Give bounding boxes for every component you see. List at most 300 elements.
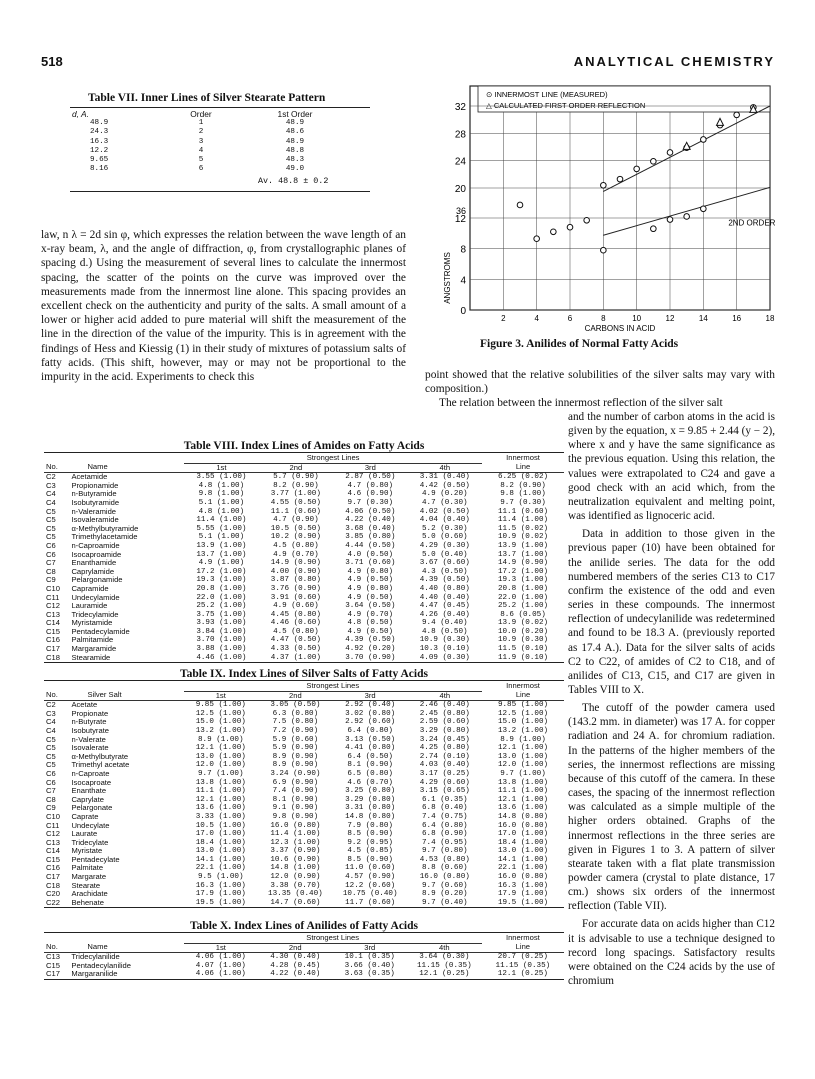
table-cell: 48.6 [285, 128, 305, 137]
table-cell: n-Valerate [71, 734, 106, 744]
table-cell: 8.2 (0.90) [500, 481, 546, 490]
table-cell: 10.0 (0.20) [497, 627, 549, 636]
table-cell: 3.93 (1.00) [196, 619, 247, 628]
table-cell: Propionate [71, 708, 109, 718]
table-cell: Palmitate [71, 863, 104, 873]
table-cell: 4.53 (0.80) [419, 855, 470, 864]
table-cell: C4 [46, 497, 56, 507]
table-row [44, 559, 564, 568]
column-header: Name [69, 943, 183, 953]
table-cell: 4.09 (0.30) [419, 653, 470, 662]
table-cell: n-Caproamide [71, 540, 120, 550]
table-cell: Caprylate [71, 794, 104, 804]
table-cell: 10.5 (0.50) [270, 524, 321, 533]
table-cell: 11.0 (0.60) [345, 864, 396, 873]
table-cell: Pentadecylate [71, 854, 120, 864]
table-cell: Arachidate [71, 889, 108, 899]
column-header: 4th [407, 943, 482, 953]
table-cell: 4.29 (0.60) [419, 778, 470, 787]
table-cell: 6.8 (0.90) [422, 830, 468, 839]
table-cell: C13 [46, 952, 60, 962]
legend-item: △ CALCULATED FIRST ORDER REFLECTION [486, 101, 646, 110]
table-row [44, 645, 564, 654]
table-cell: 3.70 (0.90) [345, 653, 396, 662]
table-cell: 11.5 (0.02) [497, 524, 549, 533]
data-point [717, 118, 724, 125]
table-cell: 4.7 (0.90) [273, 516, 319, 525]
tick-label: 16 [732, 314, 742, 323]
table-cell: C5 [46, 751, 56, 761]
tick-label: 8 [601, 314, 606, 323]
table-row [44, 864, 564, 873]
column-header: 4th [408, 463, 482, 473]
table-cell: C15 [46, 960, 60, 970]
table-cell: 4.22 (0.40) [270, 970, 321, 979]
table-cell: 5.2 (0.30) [422, 524, 468, 533]
table-body [44, 932, 564, 981]
table-row [44, 779, 564, 788]
table-cell: 9.7 (0.40) [422, 898, 468, 907]
table-row [44, 499, 564, 508]
table-caption: Table VII. Inner Lines of Silver Stearate Pattern [88, 92, 326, 104]
table-cell: 16.0 (0.80) [419, 873, 470, 882]
table-cell: Caprylamide [71, 566, 115, 576]
group-header: Strongest Lines [184, 682, 483, 691]
table-row [70, 156, 342, 165]
table-body [70, 110, 370, 192]
table-cell: 15.0 (1.00) [195, 718, 246, 727]
legend-item: ⊙ INNERMOST LINE (MEASURED) [486, 90, 608, 99]
table-cell: 7.4 (0.90) [272, 787, 319, 796]
paragraph: The relation between the innermost reflection of the silver salt [439, 397, 723, 410]
table-cell: 13.2 (1.00) [497, 726, 549, 735]
table-cell: C7 [46, 786, 56, 796]
table-cell: 19.3 (1.00) [196, 576, 247, 585]
table-cell: C16 [46, 635, 60, 645]
table-cell: 5.1 (1.00) [198, 498, 245, 507]
table-cell: 4.02 (0.50) [419, 507, 470, 516]
table-row [44, 796, 564, 805]
table-cell: 4.5 (0.80) [273, 627, 319, 636]
table-cell: 10.1 (0.35) [344, 953, 395, 962]
table-cell: 13.2 (1.00) [195, 726, 246, 735]
paragraph: For accurate data on acids higher than C12 it is advisable to use a technique designed to record long spacings. Satisfactory results were obtained on the C24 acids by the use of chromium [568, 918, 775, 988]
table-cell: 14.1 (1.00) [195, 855, 246, 864]
column-header: No. [44, 943, 69, 953]
table-row [70, 119, 342, 128]
table-cell: 19.3 (1.00) [497, 576, 549, 585]
data-point [701, 206, 707, 212]
table-cell: 22.1 (1.00) [497, 864, 549, 873]
table-cell: C8 [46, 794, 56, 804]
table-cell: 3.87 (0.80) [270, 576, 321, 585]
table-cell: Isobutyramide [71, 497, 120, 507]
table-cell: C15 [46, 854, 60, 864]
table-cell: Acetate [71, 700, 98, 710]
annotation: 2ND ORDER [728, 218, 776, 228]
table-cell: 10.75 (0.40) [342, 890, 398, 899]
column-header: 1st [184, 943, 258, 953]
table-cell: 13.0 (1.00) [497, 847, 549, 856]
table-row [44, 611, 564, 620]
data-point [584, 218, 590, 224]
table-cell: 4 [198, 146, 204, 155]
table-cell: C5 [46, 515, 56, 525]
table-cell: Myristate [71, 846, 103, 856]
table-cell: 8.8 (0.60) [422, 864, 468, 873]
table-cell: 4.30 (0.40) [270, 953, 321, 962]
table-cell: Lauramide [71, 601, 108, 611]
table-cell: 7.2 (0.90) [272, 726, 319, 735]
paragraph: The cutoff of the powder camera used (143.2 mm. in diameter) was 17 A. for copper radiation and 24 A. for chromium radiation. In the patterns of the higher members of the series, the innermost reflections are missing because of this cutoff of the camera. In these cases, the spacing of the innermost reflection was calculated as a simple multiple of the higher orders obtained. Graphs of the innermost reflections in the three series are given in Figures 1 to 3. A pattern of silver stearate taken with a flat plate transmission powder camera (crystal to plate distance, 17 cm.) shows six orders of the innermost reflection (Table VII). [568, 702, 775, 913]
table-cell: C8 [46, 566, 56, 576]
table-row [70, 128, 342, 137]
table-cell: 3 [198, 137, 204, 146]
table-cell: 6.9 (0.90) [272, 778, 319, 787]
table-cell: C17 [46, 872, 60, 882]
table-cell: 3.13 (0.50) [345, 735, 396, 744]
table-row [44, 962, 564, 971]
table-cell: 4.92 (0.20) [345, 645, 396, 654]
table-cell: 6 [198, 165, 204, 174]
table-cell: 12.5 (1.00) [195, 709, 246, 718]
table-cell: C6 [46, 777, 56, 787]
table-cell: C7 [46, 558, 56, 568]
table-cell: 8.9 (0.90) [272, 752, 319, 761]
table-row [70, 165, 342, 174]
table-row [44, 602, 564, 611]
tick-label: 8 [460, 244, 466, 256]
table-cell: 8.9 (0.90) [272, 761, 319, 770]
table-cell: 12.1 (1.00) [195, 744, 246, 753]
table-cell: 16.0 (0.80) [497, 821, 549, 830]
table-cell: 10.9 (0.02) [497, 533, 549, 542]
table-cell: 4.6 (0.90) [347, 490, 394, 499]
table-x [44, 920, 564, 981]
table-cell: 22.0 (1.00) [497, 593, 549, 602]
table-cell: 5.0 (0.60) [422, 533, 468, 542]
table-cell: 13.9 (0.02) [497, 619, 549, 628]
table-cell: 3.71 (0.60) [345, 559, 396, 568]
table-cell: Capramide [71, 583, 109, 593]
table-cell: 13.6 (1.00) [195, 804, 246, 813]
table-cell: 4.8 (0.50) [422, 627, 468, 636]
table-cell: 9.7 (0.30) [347, 498, 394, 507]
table-row [44, 636, 564, 645]
table-cell: 4.5 (0.80) [273, 541, 319, 550]
data-point [701, 137, 707, 143]
table-cell: 4.40 (0.80) [419, 584, 470, 593]
table-cell: 3.17 (0.25) [419, 769, 470, 778]
table-cell: C3 [46, 708, 56, 718]
table-cell: 8.5 (0.90) [347, 855, 393, 864]
table-row [44, 533, 564, 542]
data-point [651, 159, 657, 165]
table-cell: 25.2 (1.00) [497, 602, 549, 611]
tick-label: 28 [454, 129, 466, 141]
table-cell: C4 [46, 717, 56, 727]
table-cell: 2.74 (0.10) [419, 752, 470, 761]
table-cell: 4.9 (0.60) [273, 602, 319, 611]
table-cell: 19.5 (1.00) [195, 898, 246, 907]
table-cell: Laurate [71, 829, 98, 839]
table-cell: 9.1 (0.90) [272, 804, 319, 813]
table-cell: 4.46 (1.00) [196, 653, 247, 662]
table-cell: 6.25 (0.02) [497, 473, 549, 482]
table-cell: Undecylate [71, 820, 110, 830]
table-cell: 6.3 (0.80) [272, 709, 319, 718]
table-cell: Margaranilide [71, 969, 118, 979]
table-cell: 4.3 (0.50) [422, 567, 468, 576]
table-cell: 6.4 (0.50) [347, 752, 393, 761]
table-cell: C9 [46, 575, 56, 585]
table-cell: 48.8 [285, 146, 305, 155]
data-point [551, 229, 557, 235]
table-viii [44, 440, 564, 664]
table-cell: C13 [46, 837, 60, 847]
data-point [534, 236, 540, 242]
table-cell: 12.1 (0.25) [419, 970, 470, 979]
table-cell: 4.9 (0.20) [422, 490, 468, 499]
table-cell: 12.0 (1.00) [195, 761, 246, 770]
table-cell: 9.7 (1.00) [500, 769, 546, 778]
table-cell: 12.2 (0.60) [345, 881, 396, 890]
table-row [44, 847, 564, 856]
table-cell: 17.2 (1.00) [196, 567, 247, 576]
column-header: Innermost [506, 681, 540, 691]
table-cell: 3.31 (0.40) [419, 473, 470, 482]
table-cell: 10.3 (0.10) [419, 645, 470, 654]
column-header: 4th [408, 691, 482, 701]
column-header: Silver Salt [69, 691, 183, 701]
group-header: Strongest Lines [184, 454, 482, 463]
table-row [44, 787, 564, 796]
table-cell: Pentadecylamide [71, 626, 130, 636]
table-cell: 11.1 (1.00) [195, 787, 246, 796]
table-cell: 2 [198, 128, 204, 137]
data-point [601, 247, 607, 253]
table-cell: Tridecylate [71, 837, 109, 847]
table-cell: 4.7 (0.80) [347, 481, 394, 490]
table-cell: 4.39 (0.50) [345, 636, 396, 645]
table-row [44, 736, 564, 745]
table-cell: 9.7 (0.80) [422, 847, 468, 856]
table-cell: 2.92 (0.40) [345, 701, 396, 710]
table-cell: 3.05 (0.50) [270, 701, 321, 710]
table-cell: 3.37 (0.90) [270, 847, 321, 856]
table-vii [70, 92, 370, 192]
table-cell: Undecylamide [71, 592, 120, 602]
table-cell: Isocaproate [71, 777, 112, 787]
table-cell: 4.44 (0.50) [345, 541, 396, 550]
table-cell: 4.41 (0.80) [345, 744, 396, 753]
table-body [44, 452, 564, 664]
table-cell: 3.66 (0.40) [344, 961, 395, 970]
table-row [44, 970, 564, 979]
table-cell: 6.4 (0.80) [347, 726, 393, 735]
table [44, 932, 564, 981]
table-cell: 6.4 (0.80) [422, 821, 468, 830]
table-cell: 9.7 (0.60) [422, 881, 468, 890]
table-cell: 11.5 (0.10) [497, 645, 549, 654]
table-cell: 11.15 (0.35) [416, 961, 472, 970]
table-cell: C17 [46, 644, 60, 654]
table-cell: 5.0 (0.40) [422, 550, 468, 559]
data-point [734, 112, 740, 118]
figure-3 [440, 78, 780, 378]
table-cell: 3.63 (0.35) [344, 970, 395, 979]
table-cell: 3.02 (0.80) [345, 709, 396, 718]
table-row [44, 594, 564, 603]
table-cell: 48.9 [285, 137, 305, 146]
tick-label: 4 [534, 314, 539, 323]
table-cell: 5.9 (0.60) [272, 735, 319, 744]
table-cell: 17.9 (1.00) [497, 890, 549, 899]
table-cell: Trimethyl acetate [71, 760, 130, 770]
column-header: Line [482, 463, 564, 473]
table-cell: 9.8 (1.00) [198, 490, 245, 499]
table-cell: 12.0 (1.00) [497, 761, 549, 770]
table [70, 110, 342, 174]
table-cell: 13.8 (1.00) [195, 778, 246, 787]
table-cell: 12.2 [90, 146, 109, 155]
table-cell: 4.06 (1.00) [195, 970, 246, 979]
fit-line [603, 187, 770, 235]
table-cell: 3.55 (1.00) [196, 473, 247, 482]
table-cell: 6.8 (0.40) [422, 804, 468, 813]
plot-frame [470, 86, 770, 310]
table-cell: 5 [198, 156, 204, 165]
table-cell: 2.59 (0.60) [419, 718, 470, 727]
table-row [44, 727, 564, 736]
table-cell: 7.4 (0.95) [422, 838, 468, 847]
data-point [667, 217, 673, 223]
column-header: 1st Order [277, 109, 313, 119]
table-cell: C5 [46, 743, 56, 753]
table-cell: 4.9 (0.80) [347, 567, 394, 576]
table-row [44, 822, 564, 831]
table-cell: 4.7 (0.30) [422, 498, 468, 507]
column-header: Line [482, 691, 564, 701]
table-cell: 49.0 [285, 165, 305, 174]
table-cell: 20.7 (0.25) [497, 953, 548, 962]
table-cell: Margaramide [71, 644, 117, 654]
column-header: No. [44, 691, 69, 701]
table-cell: 7.5 (0.80) [272, 718, 319, 727]
table-cell: 9.85 (1.00) [195, 701, 246, 710]
table-cell: C11 [46, 592, 60, 602]
table-cell: n-Butyrate [71, 717, 107, 727]
table-cell: Isobutyrate [71, 725, 110, 735]
table-cell: Myristamide [71, 618, 113, 628]
table-cell: 3.33 (1.00) [195, 812, 246, 821]
table-cell: Stearamide [71, 652, 111, 662]
table-cell: C15 [46, 626, 60, 636]
column-header: Innermost [506, 453, 540, 463]
table-cell: 3.64 (0.30) [419, 953, 470, 962]
table-cell: C9 [46, 803, 56, 813]
table-cell: 5.1 (1.00) [198, 533, 245, 542]
table-cell: 4.00 (0.90) [270, 567, 321, 576]
table-cell: 3.91 (0.60) [270, 593, 321, 602]
table-cell: 48.9 [285, 119, 305, 128]
table-cell: 4.6 (0.70) [347, 778, 393, 787]
table-cell: 3.76 (0.90) [270, 584, 321, 593]
table-cell: 9.7 (1.00) [197, 769, 244, 778]
column-header: 3rd [332, 943, 406, 953]
table-cell: Isovalerate [71, 743, 109, 753]
axis-label: CARBONS IN ACID [584, 324, 656, 333]
column-header: 1st [184, 463, 258, 473]
table-cell: 9.4 (0.40) [422, 619, 468, 628]
table-cell: 11.1 (0.60) [270, 507, 321, 516]
table-cell: 2.87 (0.50) [345, 473, 396, 482]
table-cell: 11.15 (0.35) [495, 961, 551, 970]
table-cell: 16.3 (1.00) [497, 881, 549, 890]
table-cell: 13.7 (1.00) [497, 550, 549, 559]
paragraph: Data in addition to those given in the previous paper (10) have been obtained for the anilide series. The data for the odd numbered members of the series C13 to C17 confirm the existence of the odd and even series in these compounds. The innermost reflection of undecylanilide was redetermined and found to be 18.3 A. (previously reported as 17.4 A.). Data for the silver salts of acids C2 to C22, of amides of C2 to C18, and of anilides of C13, C15, and C17 are given in Tables VIII to X. [568, 528, 775, 696]
table-cell: 11.1 (0.60) [497, 507, 549, 516]
table-cell: 3.15 (0.65) [419, 787, 470, 796]
table-cell: 4.8 (0.50) [347, 619, 394, 628]
column-header: Order [190, 109, 212, 119]
page-number: 518 [41, 54, 63, 69]
figure-caption: Figure 3. Anilides of Normal Fatty Acids [480, 338, 679, 350]
table-cell: 4.9 (0.50) [347, 593, 394, 602]
table-cell: 4.06 (0.50) [345, 507, 396, 516]
table-cell: C16 [46, 863, 60, 873]
table-cell: 5.7 (0.90) [273, 473, 319, 482]
column-header: 1st [184, 691, 258, 701]
table-cell: α-Methylbutyramide [71, 523, 139, 533]
table-cell: 4.22 (0.40) [345, 516, 396, 525]
table-cell: n-Valeramide [71, 506, 117, 516]
table-cell: Margarate [71, 872, 107, 882]
table-cell: C18 [46, 652, 60, 662]
table [44, 452, 564, 664]
column-header: 2nd [258, 943, 332, 953]
table-cell: 17.0 (1.00) [497, 830, 549, 839]
table-cell: 14.8 (0.80) [497, 812, 549, 821]
column-header: Line [482, 943, 564, 953]
table-cell: C6 [46, 768, 56, 778]
table-row [44, 882, 564, 891]
table-cell: 9.7 (0.30) [500, 498, 546, 507]
data-point [517, 202, 523, 208]
table-cell: 14.9 (0.90) [270, 559, 321, 568]
table-cell: 19.5 (1.00) [497, 898, 549, 907]
table-cell: 11.4 (1.00) [270, 830, 321, 839]
table-cell: 9.5 (1.00) [197, 873, 244, 882]
table-cell: 3.64 (0.50) [345, 602, 396, 611]
table-cell: 9.65 [90, 156, 109, 165]
table-cell: 5.9 (0.90) [272, 744, 319, 753]
tick-label: 32 [454, 102, 466, 113]
tick-label: 20 [454, 184, 466, 195]
table-cell: C3 [46, 480, 56, 490]
table-cell: Enanthate [71, 786, 107, 796]
table-cell: 4.9 (0.70) [273, 550, 319, 559]
table-cell: 18.4 (1.00) [195, 838, 246, 847]
table-cell: 12.1 (0.25) [497, 970, 548, 979]
group-header: Strongest Lines [184, 934, 482, 943]
table-cell: 8.2 (0.90) [273, 481, 319, 490]
table-row [70, 138, 342, 147]
table-row [44, 508, 564, 517]
table-row [44, 813, 564, 822]
table-cell: 4.9 (0.70) [347, 610, 394, 619]
column-header: 2nd [259, 463, 333, 473]
